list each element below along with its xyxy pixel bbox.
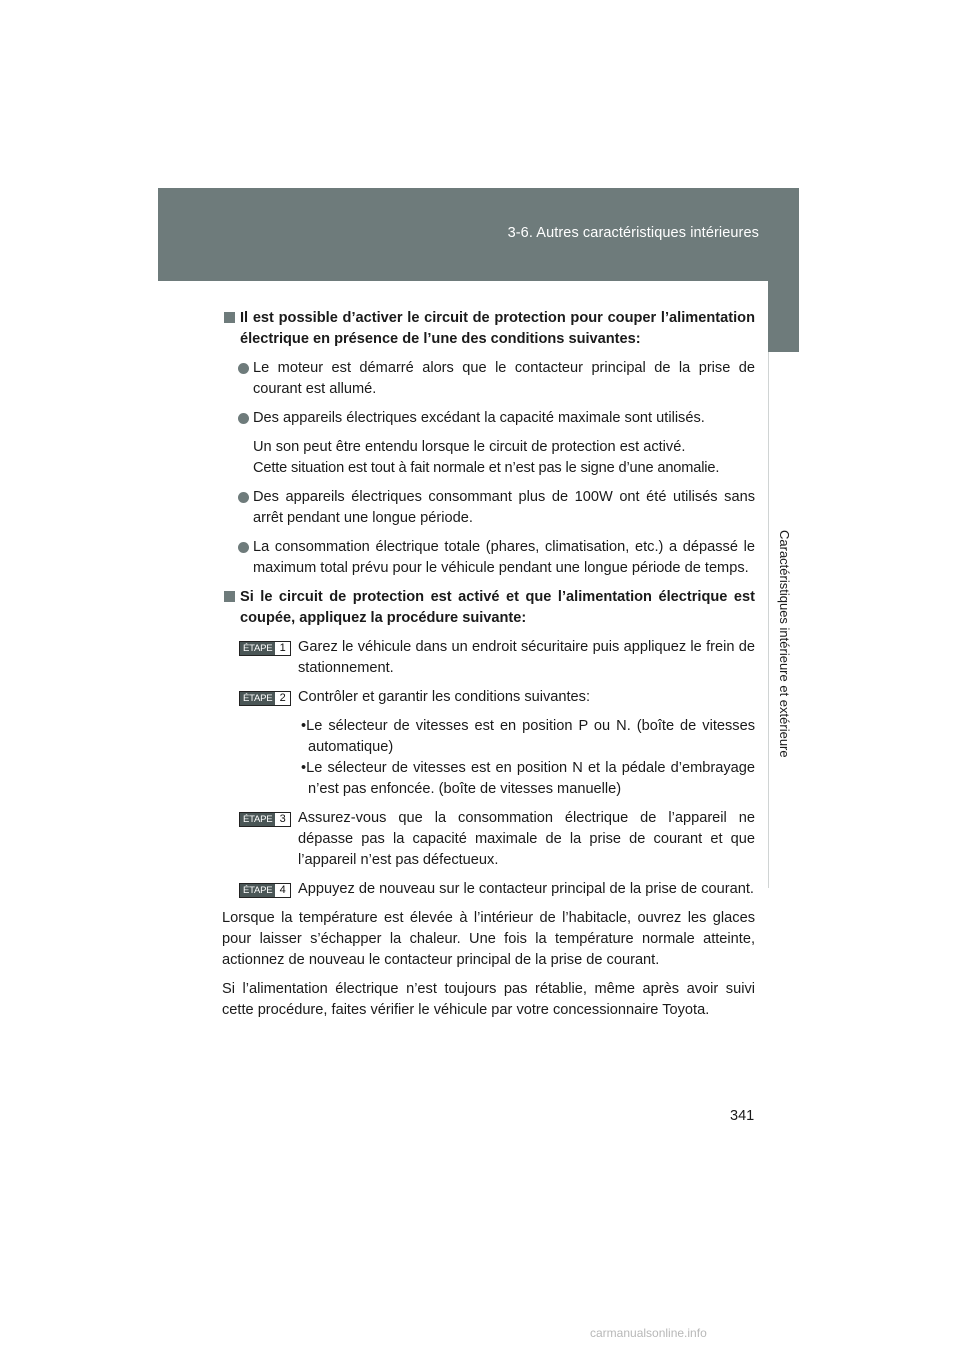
- bullet-text: Des appareils électriques excédant la capacité maximale sont utilisés.: [253, 410, 705, 426]
- circle-bullet-icon: [238, 492, 249, 503]
- step-label: ÉTAPE: [240, 884, 275, 897]
- paragraph-dealer: Si l’alimentation électrique n’est toujours pas rétablie, même après avoir suivi cette procédure, faites vérifier le véhicule par votre concessionnaire Toyota.: [222, 981, 755, 1018]
- step-number: 1: [275, 642, 290, 655]
- step-text: Garez le véhicule dans un endroit sécuritaire puis appliquez le frein de stationnement.: [298, 639, 755, 676]
- section-heading-procedure: [222, 587, 755, 629]
- chapter-tab-dark: [768, 281, 799, 352]
- chapter-side-tab: [768, 188, 799, 888]
- square-bullet-icon: [224, 591, 235, 602]
- page-content: [222, 308, 755, 1029]
- footer-watermark: carmanualsonline.info: [590, 1326, 707, 1340]
- circle-bullet-icon: [238, 542, 249, 553]
- list-item: [222, 358, 755, 400]
- header-band: [158, 188, 799, 281]
- paragraph-temperature: Lorsque la température est élevée à l’intérieur de l’habitacle, ouvrez les glaces pour laisser s’échapper la chaleur. Une fois la température normale atteinte, actionnez de nouveau le contacteur principal de la prise de courant.: [222, 910, 755, 968]
- step-2-conditions: [222, 716, 755, 800]
- note-line: Un son peut être entendu lorsque le circuit de protection est activé.: [253, 439, 686, 455]
- bullet-text: Des appareils électriques consommant plus de 100W ont été utilisés sans arrêt pendant une longue période.: [253, 489, 755, 526]
- heading-text: Il est possible d’activer le circuit de protection pour couper l’alimentation électrique en présence de l’une des conditions suivantes:: [240, 310, 755, 347]
- step-3: [222, 808, 755, 871]
- chapter-label: Caractéristiques intérieure et extérieure: [777, 530, 792, 758]
- chapter-tab-light: [768, 352, 800, 888]
- step-label: ÉTAPE: [240, 642, 275, 655]
- step-number: 3: [275, 813, 290, 826]
- step-badge: [239, 691, 291, 706]
- condition-item: •Le sélecteur de vitesses est en position N et la pédale d’embrayage n’est pas enfoncée. (boîte de vitesses manuelle): [301, 760, 755, 797]
- bullet-text: Le moteur est démarré alors que le contacteur principal de la prise de courant est allumé.: [253, 360, 755, 397]
- step-number: 2: [275, 692, 290, 705]
- step-label: ÉTAPE: [240, 813, 275, 826]
- page-number: 341: [730, 1108, 755, 1124]
- step-text: Contrôler et garantir les conditions suivantes:: [298, 689, 591, 705]
- square-bullet-icon: [224, 312, 235, 323]
- section-title: 3-6. Autres caractéristiques intérieures: [507, 225, 759, 241]
- list-item: [222, 537, 755, 579]
- section-heading-protection: [222, 308, 755, 350]
- step-4: [222, 879, 755, 900]
- list-item: [222, 408, 755, 429]
- step-text: Assurez-vous que la consommation électrique de l’appareil ne dépasse pas la capacité maximale de la prise de courant et que l’appareil n’est pas défectueux.: [298, 810, 755, 868]
- circle-bullet-icon: [238, 413, 249, 424]
- heading-text: Si le circuit de protection est activé et que l’alimentation électrique est coupée, appliquez la procédure suivante:: [240, 589, 755, 626]
- circle-bullet-icon: [238, 363, 249, 374]
- step-badge: [239, 641, 291, 656]
- step-label: ÉTAPE: [240, 692, 275, 705]
- step-text: Appuyez de nouveau sur le contacteur principal de la prise de courant.: [298, 881, 754, 897]
- bullet-text: La consommation électrique totale (phares, climatisation, etc.) a dépassé le maximum total prévu pour le véhicule pendant une longue période de temps.: [253, 539, 755, 576]
- step-2: [222, 687, 755, 708]
- note-text: [222, 437, 755, 479]
- step-1: [222, 637, 755, 679]
- condition-item: •Le sélecteur de vitesses est en position P ou N. (boîte de vitesses automatique): [301, 718, 755, 755]
- list-item: [222, 487, 755, 529]
- note-line: Cette situation est tout à fait normale et n’est pas le signe d’une anomalie.: [253, 460, 720, 476]
- step-badge: [239, 812, 291, 827]
- step-number: 4: [275, 884, 290, 897]
- step-badge: [239, 883, 291, 898]
